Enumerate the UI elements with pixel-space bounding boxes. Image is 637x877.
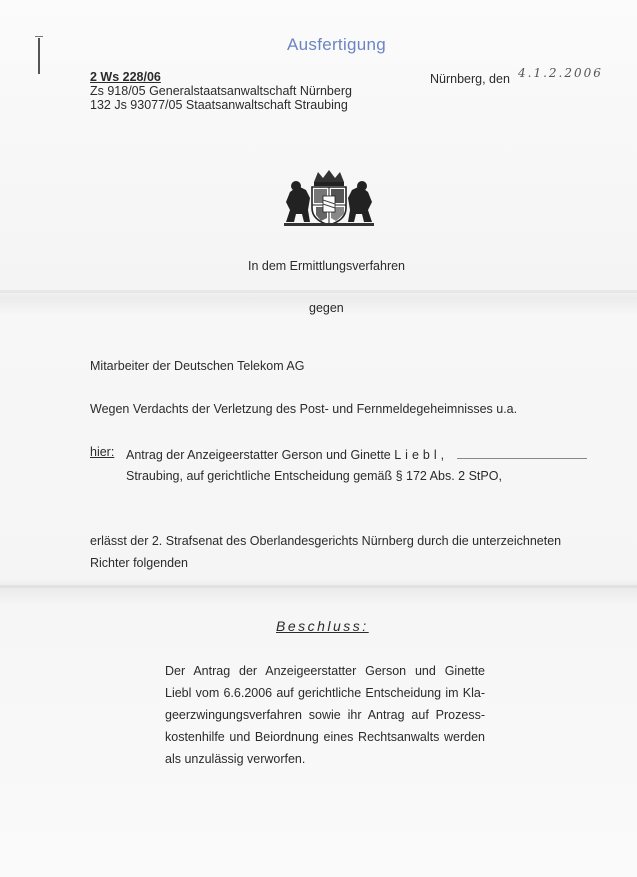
prosecutor-general-reference: Zs 918/05 Generalstaatsanwaltschaft Nürnberg xyxy=(90,84,352,98)
tenor-line: geerzwingungsverfahren sowie ihr Antrag auf Prozess- xyxy=(165,708,485,722)
file-references xyxy=(90,70,352,112)
place-date-label: Nürnberg, den xyxy=(430,72,510,86)
against-label: gegen xyxy=(309,301,344,315)
charge-description: Wegen Verdachts der Verletzung des Post- und Fernmeldegeheimnisses u.a. xyxy=(90,402,518,416)
redacted-address-line xyxy=(457,458,587,459)
prosecutor-reference: 132 Js 93077/05 Staatsanwaltschaft Straubing xyxy=(90,98,348,112)
application-applicants: Antrag der Anzeigeerstatter Gerson und Ginette xyxy=(126,448,391,462)
ausfertigung-stamp: Ausfertigung xyxy=(287,35,387,54)
scan-edge-mark xyxy=(38,38,40,74)
accused-party: Mitarbeiter der Deutschen Telekom AG xyxy=(90,359,305,373)
decision-heading: Beschluss: xyxy=(276,618,369,634)
tenor-line: Liebl vom 6.6.2006 auf gerichtliche Entscheidung im Kla- xyxy=(165,686,485,700)
application-legal-basis: Straubing, auf gerichtliche Entscheidung gemäß § 172 Abs. 2 StPO, xyxy=(126,469,502,483)
court-file-number: 2 Ws 228/06 xyxy=(90,70,161,84)
applicant-surname: Liebl, xyxy=(394,448,449,462)
scan-edge-mark xyxy=(35,36,43,37)
tenor-line: Der Antrag der Anzeigeerstatter Gerson und Ginette xyxy=(165,664,485,678)
hier-label: hier: xyxy=(90,445,115,459)
court-intro-line: Richter folgenden xyxy=(90,556,188,570)
court-intro-line: erlässt der 2. Strafsenat des Oberlandesgerichts Nürnberg durch die unterzeichneten xyxy=(90,534,562,548)
page-fold xyxy=(0,290,637,293)
bavarian-coat-of-arms-icon xyxy=(276,168,382,228)
court-intro xyxy=(90,530,580,574)
proceedings-title: In dem Ermittlungsverfahren xyxy=(248,259,406,273)
tenor-line: kostenhilfe und Beiordnung eines Rechtsanwalts werden xyxy=(165,730,485,744)
tenor-line: als unzulässig verworfen. xyxy=(165,752,306,766)
application-description xyxy=(126,445,502,487)
page-fold xyxy=(0,585,637,588)
handwritten-date: 4.1.2.2006 xyxy=(518,66,603,80)
decision-tenor xyxy=(165,660,485,770)
